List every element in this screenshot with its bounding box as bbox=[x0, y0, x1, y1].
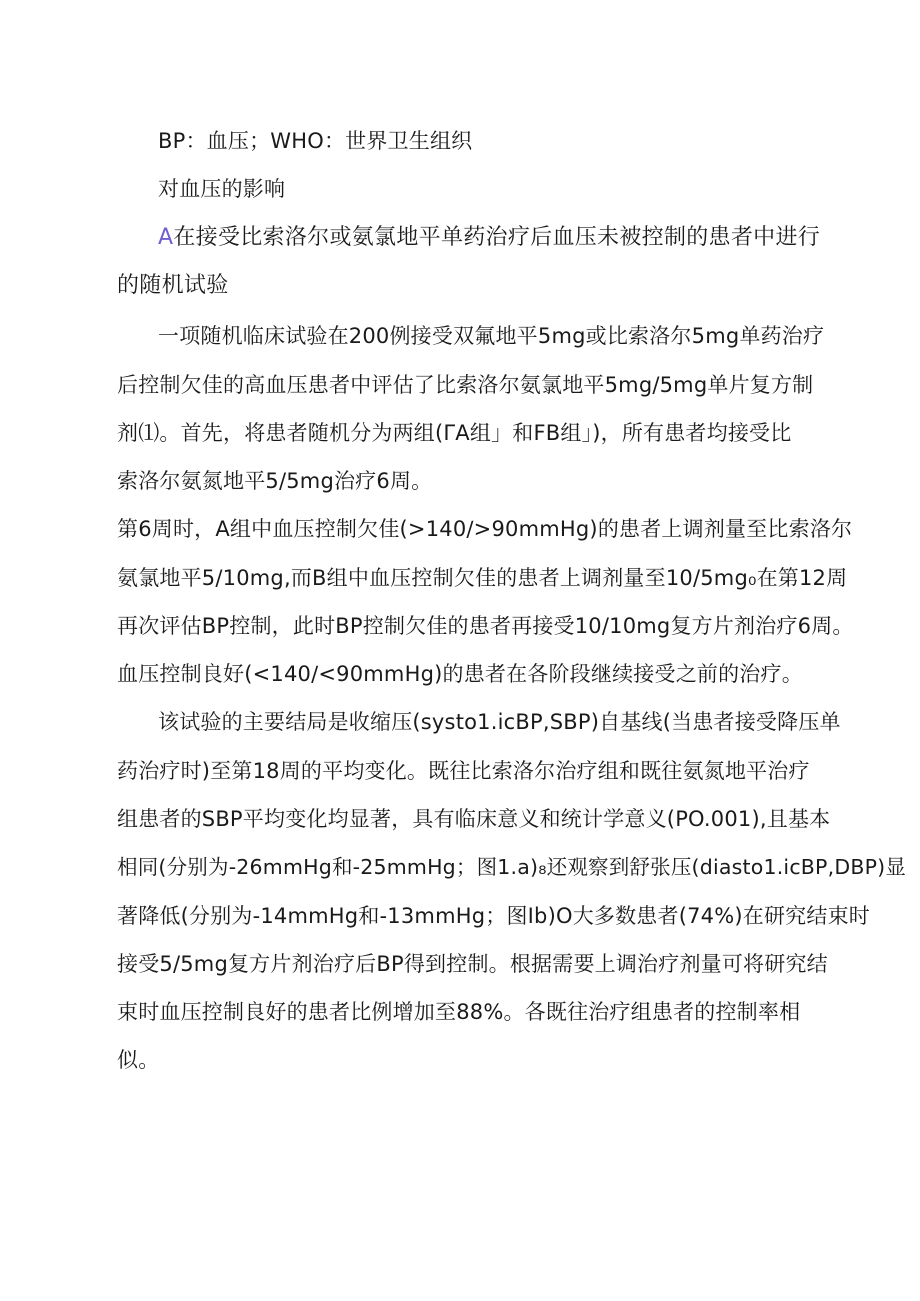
paragraph-1-line-2: 后控制欠佳的高血压患者中评估了比索洛尔氨氯地平5mg/5mg单片复方制 bbox=[117, 373, 814, 397]
paragraph-3-line-4: 相同(分别为-26mmHg和-25mmHg；图1.a)₈还观察到舒张压(diasto1.icBP,DBP)显 bbox=[117, 855, 907, 879]
paragraph-2-line-4: 血压控制良好(<140∕<90mmHg)的患者在各阶段继续接受之前的治疗。 bbox=[117, 662, 803, 686]
abbreviation-line: BP：血压；WHO：世界卫生组织 bbox=[158, 129, 473, 153]
paragraph-3-line-3: 组患者的SBP平均变化均显著，具有临床意义和统计学意义(PO.001),且基本 bbox=[117, 807, 831, 831]
subsection-marker: A bbox=[158, 225, 174, 250]
paragraph-1-line-3: 剂⑴。首先，将患者随机分为两组(ΓA组」和FB组」)，所有患者均接受比 bbox=[117, 421, 792, 445]
subsection-title-text: 在接受比索洛尔或氨氯地平单药治疗后血压未被控制的患者中进行 bbox=[173, 225, 821, 250]
subsection-title-line-1 bbox=[158, 223, 820, 253]
paragraph-3-line-2: 药治疗时)至第18周的平均变化。既往比索洛尔治疗组和既往氨氮地平治疗 bbox=[117, 759, 810, 783]
section-heading: 对血压的影响 bbox=[158, 177, 286, 201]
paragraph-2-line-3: 再次评估BP控制，此时BP控制欠佳的患者再接受10/10mg复方片剂治疗6周。 bbox=[117, 614, 854, 638]
subsection-title-line-2: 的随机试验 bbox=[117, 273, 229, 298]
paragraph-3-line-6: 接受5/5mg复方片剂治疗后BP得到控制。根据需要上调治疗剂量可将研究结 bbox=[117, 952, 828, 976]
paragraph-3-line-5: 著降低(分别为-14mmHg和-13mmHg；图Ib)O大多数患者(74%)在研究结束时 bbox=[117, 904, 870, 928]
paragraph-2-line-1: 第6周时，A组中血压控制欠佳(>140∕>90mmHg)的患者上调剂量至比索洛尔 bbox=[117, 517, 853, 541]
paragraph-3-line-1: 该试验的主要结局是收缩压(systo1.icBP,SBP)自基线(当患者接受降压单 bbox=[158, 710, 841, 734]
paragraph-2-line-2: 氨氯地平5/10mg,而B组中血压控制欠佳的患者上调剂量至10/5mg₀在第12周 bbox=[117, 566, 848, 590]
paragraph-3-line-7: 束时血压控制良好的患者比例增加至88%。各既往治疗组患者的控制率相 bbox=[117, 1000, 801, 1024]
paragraph-1-line-1: 一项随机临床试验在200例接受双氟地平5mg或比索洛尔5mg单药治疗 bbox=[158, 324, 825, 348]
paragraph-1-line-4: 索洛尔氨氮地平5/5mg治疗6周。 bbox=[117, 469, 433, 493]
paragraph-3-line-8: 似。 bbox=[117, 1048, 160, 1072]
